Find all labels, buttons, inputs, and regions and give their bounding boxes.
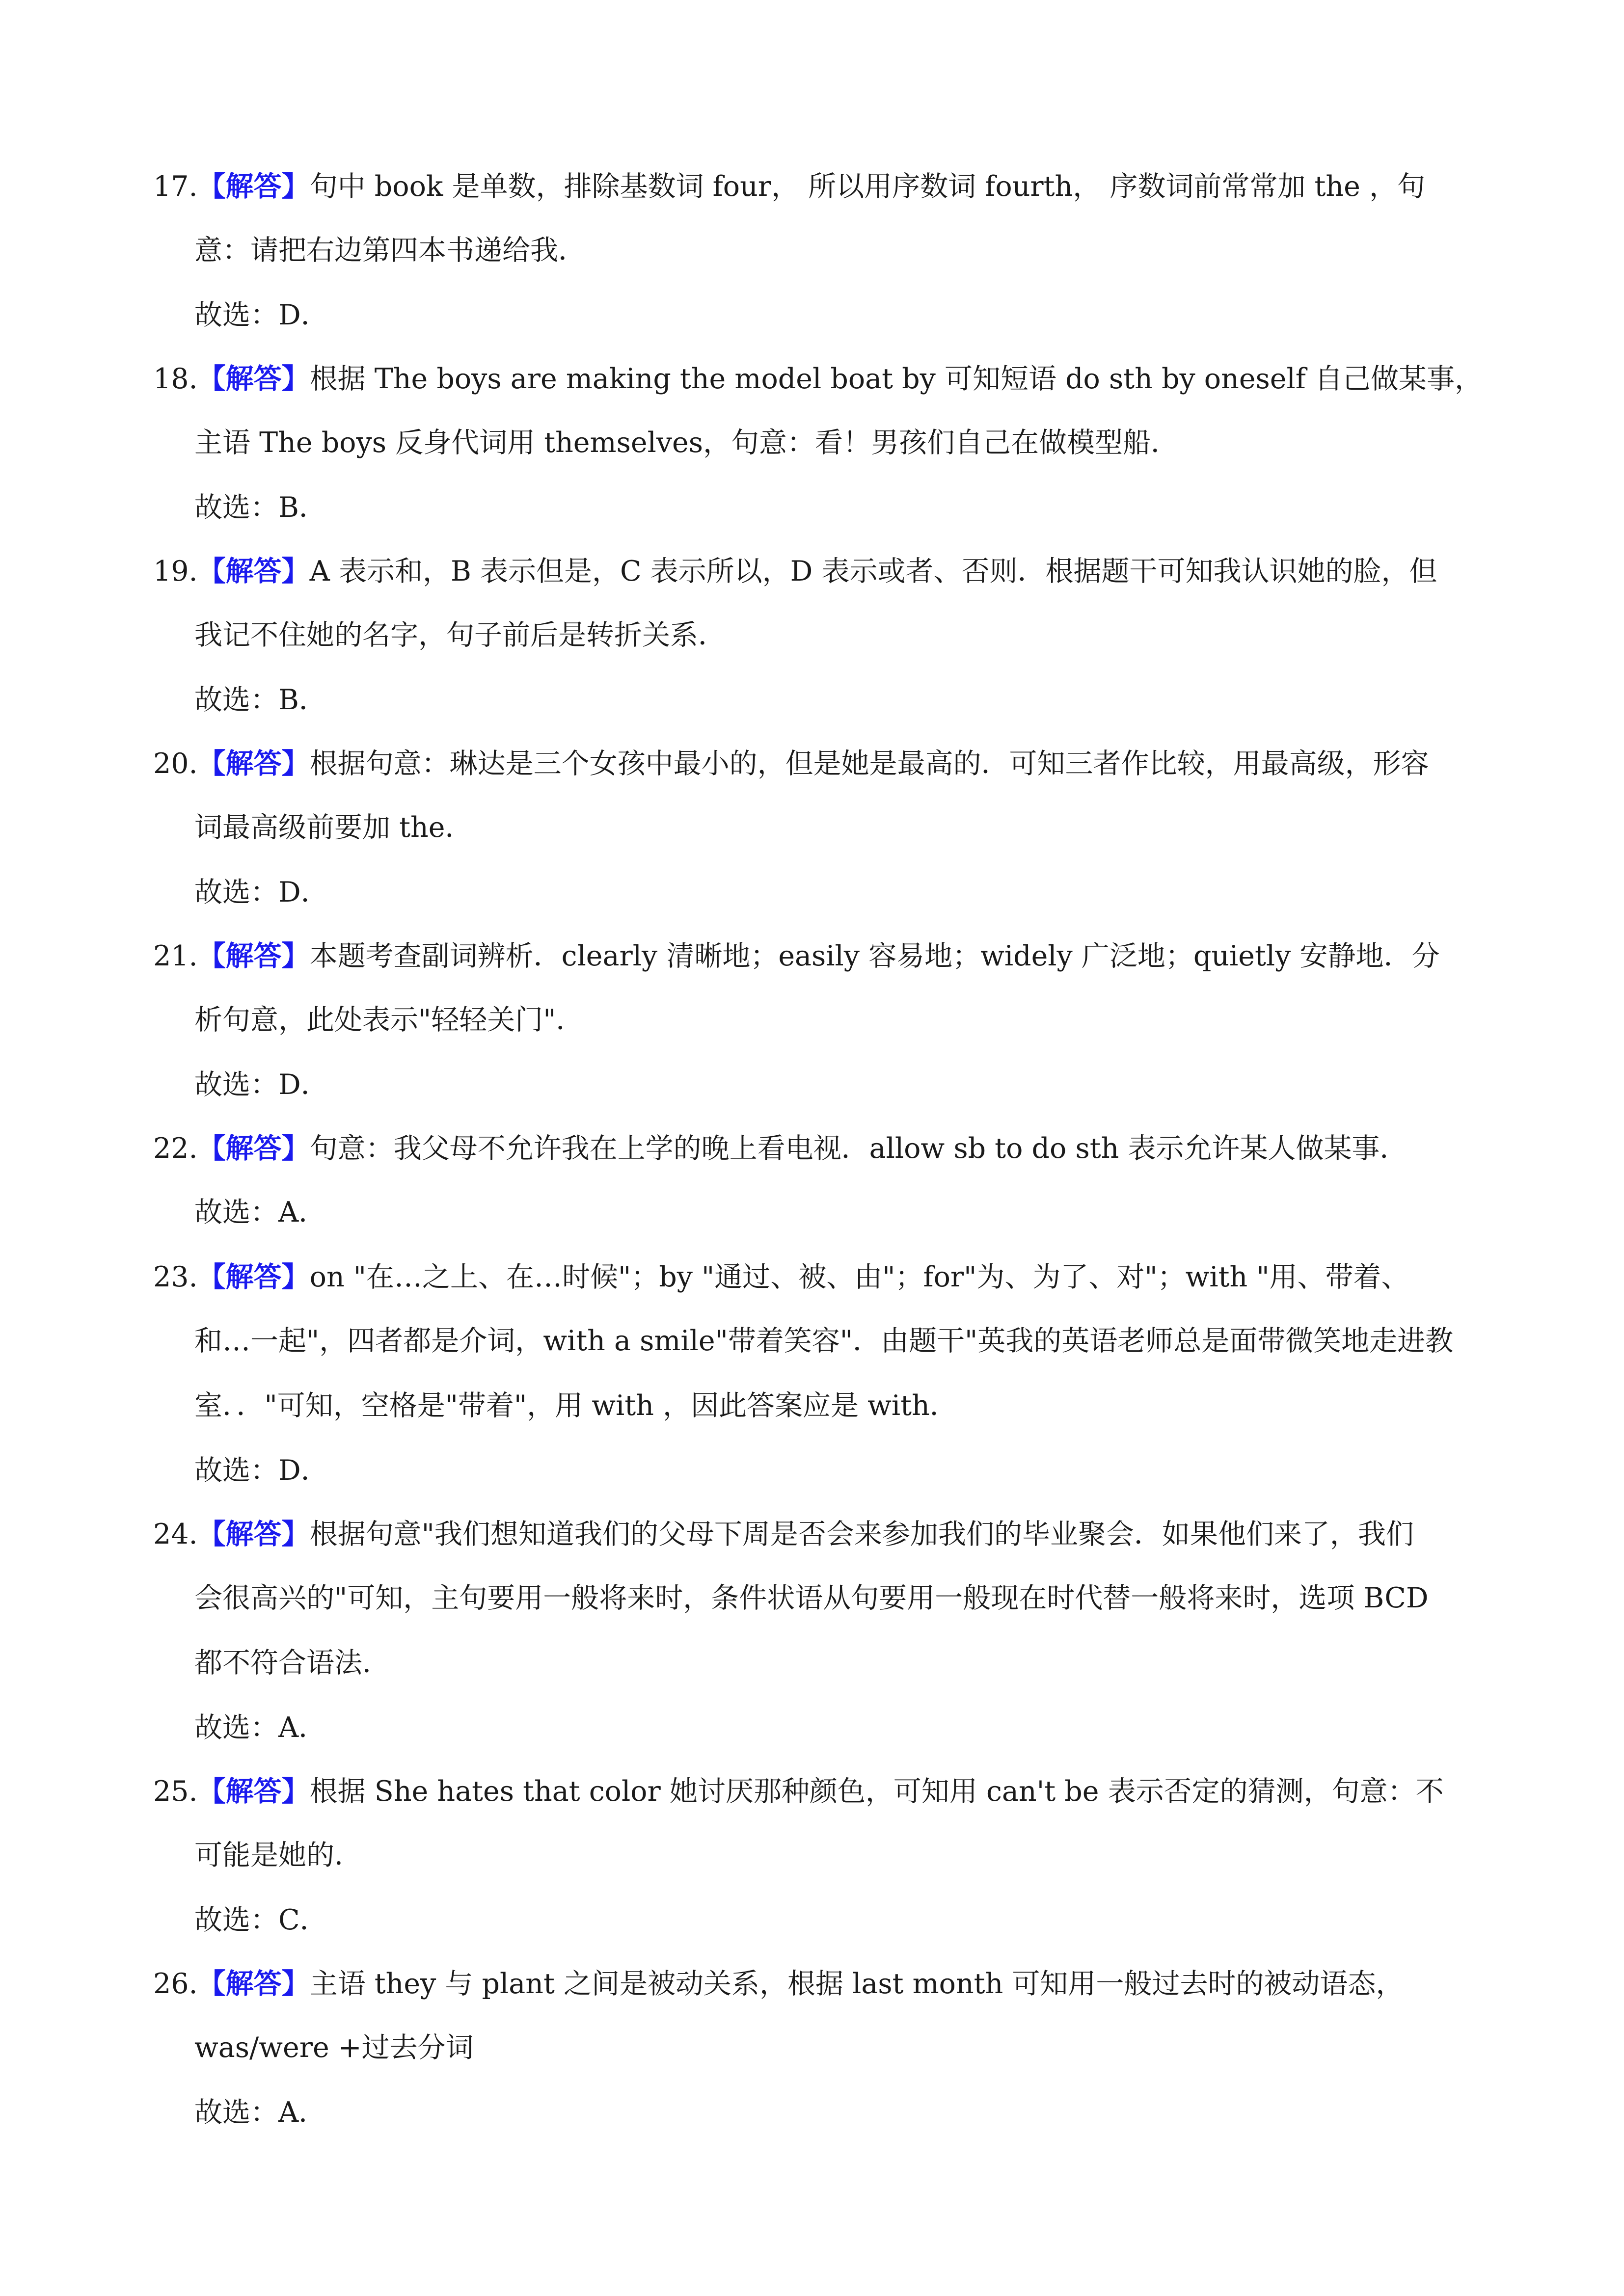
answer-number: 19.	[153, 555, 198, 587]
answer-line: 句意：我父母不允许我在上学的晚上看电视．allow sb to do sth 表示允许某人做某事．	[309, 1132, 1408, 1165]
answer-choice: 故选：C．	[194, 1904, 328, 1936]
answer-number: 22.	[153, 1132, 198, 1165]
answer-choice: 故选：A．	[194, 1196, 327, 1228]
answer-line: was/were +过去分词	[194, 2031, 474, 2064]
answer-number: 26.	[153, 1968, 198, 2000]
answer-tag: 【解答】	[197, 747, 310, 780]
answer-line: 和…一起"，四者都是介词，with a smile"带着笑容"．由题干"英我的英语老师总是面带微笑地走进教	[194, 1325, 1454, 1357]
answer-choice: 故选：B．	[194, 491, 327, 524]
answer-line: 主语 The boys 反身代词用 themselves，句意：看！男孩们自己在做模型船．	[194, 427, 1179, 459]
answer-line: 根据 The boys are making the model boat by 可知短语 do sth by oneself 自己做某事，	[309, 363, 1483, 395]
answer-tag: 【解答】	[197, 1132, 310, 1165]
answer-line: on "在…之上、在…时候"；by "通过、被、由"；for"为、为了、对"；with "用、带着、	[309, 1261, 1409, 1293]
answer-line: 主语 they 与 plant 之间是被动关系，根据 last month 可知用一般过去时的被动语态，	[309, 1968, 1404, 2000]
answer-line: 析句意，此处表示"轻轻关门"．	[194, 1004, 584, 1036]
answer-line: 可能是她的．	[194, 1839, 362, 1871]
answer-tag: 【解答】	[197, 1518, 310, 1550]
answer-line: 根据句意"我们想知道我们的父母下周是否会来参加我们的毕业聚会．如果他们来了，我们	[309, 1518, 1414, 1550]
answer-number: 18.	[153, 363, 198, 395]
answer-tag: 【解答】	[197, 170, 310, 203]
answer-choice: 故选：D．	[194, 876, 329, 908]
answer-tag: 【解答】	[197, 1260, 310, 1293]
answer-line: 根据 She hates that color 她讨厌那种颜色，可知用 can't be 表示否定的猜测，句意：不	[309, 1775, 1444, 1808]
answer-line: A 表示和，B 表示但是，C 表示所以，D 表示或者、否则．根据题干可知我认识她的脸，但	[309, 555, 1437, 587]
answer-tag: 【解答】	[197, 1967, 310, 2000]
answer-line: 都不符合语法．	[194, 1647, 390, 1679]
answer-line: 我记不住她的名字，句子前后是转折关系．	[194, 619, 726, 651]
answer-tag: 【解答】	[197, 362, 310, 395]
answer-choice: 故选：A．	[194, 1711, 327, 1744]
answer-line: 意：请把右边第四本书递给我．	[194, 234, 586, 267]
answer-number: 24.	[153, 1518, 198, 1550]
answer-choice: 故选：B．	[194, 684, 327, 716]
answer-tag: 【解答】	[197, 1775, 310, 1808]
answer-number: 25.	[153, 1775, 198, 1808]
answer-choice: 故选：D．	[194, 1454, 329, 1487]
answer-tag: 【解答】	[197, 939, 310, 972]
answer-line: 词最高级前要加 the．	[194, 811, 473, 844]
answer-number: 23.	[153, 1261, 198, 1293]
answer-line: 会很高兴的"可知，主句要用一般将来时，条件状语从句要用一般现在时代替一般将来时，选项 BCD	[194, 1582, 1429, 1614]
answer-choice: 故选：D．	[194, 299, 329, 331]
answer-choice: 故选：D．	[194, 1068, 329, 1101]
answer-line: 本题考查副词辨析．clearly 清晰地；easily 容易地；widely 广泛地；quietly 安静地．分	[309, 940, 1440, 972]
answer-line: 室．．"可知，空格是"带着"，用 with ，因此答案应是 with．	[194, 1389, 958, 1422]
answer-line: 句中 book 是单数，排除基数词 four， 所以用序数词 fourth， 序数词前常常加 the ，句	[309, 170, 1425, 203]
answer-line: 根据句意：琳达是三个女孩中最小的，但是她是最高的．可知三者作比较，用最高级，形容	[309, 748, 1429, 780]
answer-number: 21.	[153, 940, 198, 972]
answer-number: 20.	[153, 748, 198, 780]
answer-number: 17.	[153, 170, 198, 203]
answer-tag: 【解答】	[197, 555, 310, 587]
answer-choice: 故选：A．	[194, 2096, 327, 2129]
